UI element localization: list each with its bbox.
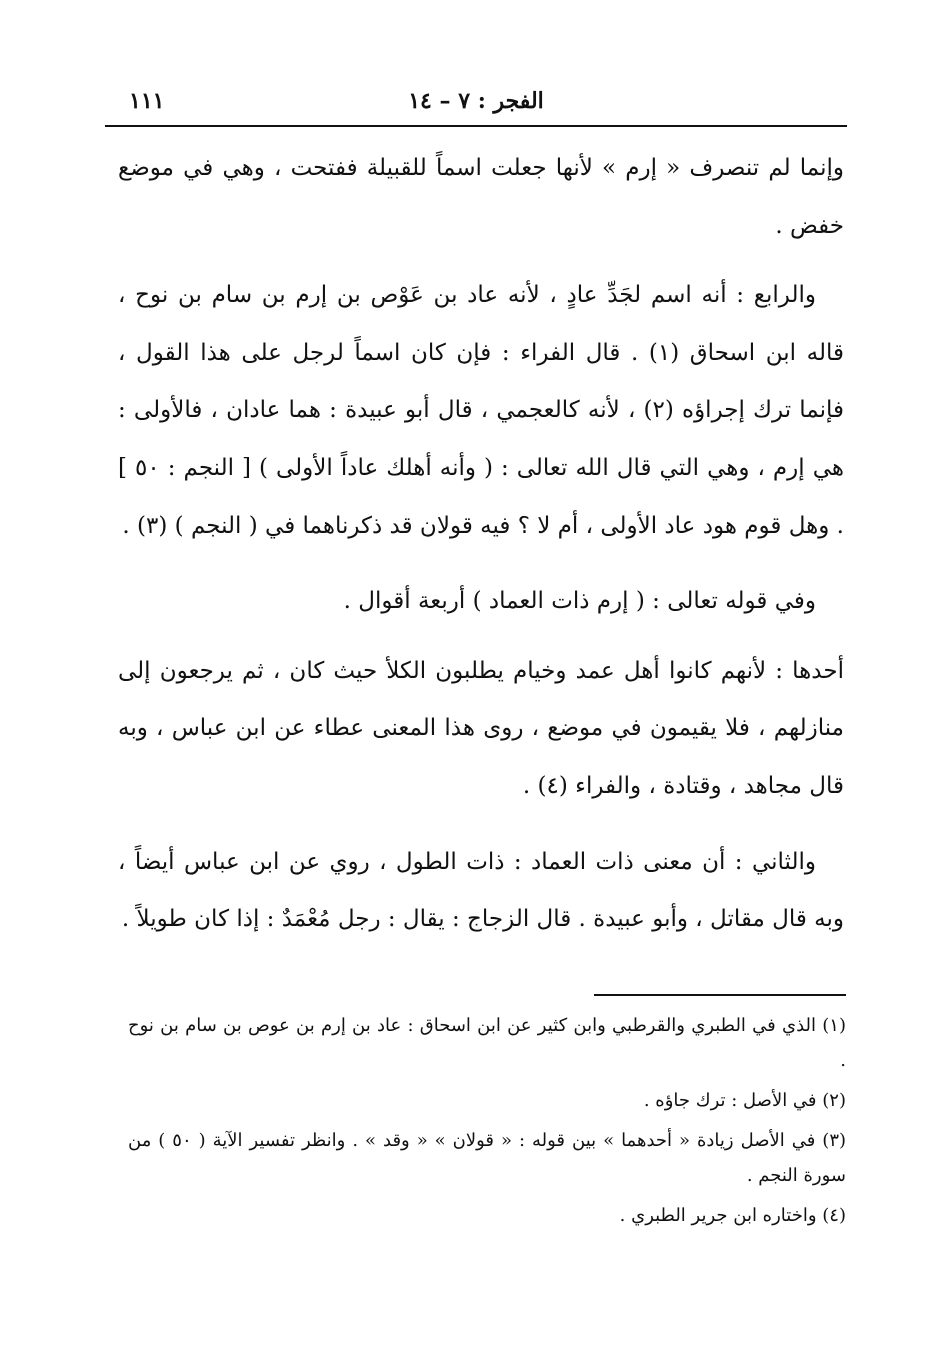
header-rule — [105, 125, 847, 127]
page-number: ١١١ — [129, 88, 165, 114]
paragraph-3: وفي قوله تعالى : ( إرم ذات العماد ) أربعة أقوال . — [343, 588, 816, 615]
footnote-2: (٢) في الأصل : ترك جاؤه . — [643, 1090, 846, 1111]
running-head — [105, 84, 847, 124]
footnote-1: (١) الذي في الطبري والقرطبي وابن كثير عن ابن اسحاق : عاد بن إرم بن عوص بن سام بن نوح . — [128, 1015, 846, 1071]
footnote-3: (٣) في الأصل زيادة « أحدهما » بين قوله : « قولان » « وقد » . وانظر تفسير الآية ( ٥٠ ) من سورة النجم . — [128, 1130, 847, 1186]
paragraph-4: أحدها : لأنهم كانوا أهل عمد وخيام يطلبون الكلأ حيث كان ، ثم يرجعون إلى منازلهم ، فلا يقيمون في موضع ، روى هذا المعنى عطاء عن ابن عباس ، وبه قال مجاهد ، وقتادة ، والفراء (٤) . — [118, 657, 844, 799]
paragraph-5: والثاني : أن معنى ذات العماد : ذات الطول ، روي عن ابن عباس أيضاً ، وبه قال مقاتل ، وأبو عبيدة . قال الزجاج : يقال : رجل مُعْمَدٌ : إذا كان طويلاً . — [118, 848, 844, 933]
paragraph-1: وإنما لم تنصرف « إرم » لأنها جعلت اسماً للقبيلة ففتحت ، وهي في موضع خفض . — [118, 155, 844, 239]
footnote-4: (٤) واختاره ابن جرير الطبري . — [619, 1205, 846, 1226]
running-head-title: الفجر : ٧ – ١٤ — [408, 88, 544, 114]
footnote-separator — [594, 994, 846, 996]
footnotes — [128, 1008, 846, 1233]
paragraph-2: والرابع : أنه اسم لجَدِّ عادٍ ، لأنه عاد بن عَوْص بن إرم بن سام بن نوح ، قاله ابن اسحاق (١) . قال الفراء : فإن كان اسماً لرجل على هذا القول ، فإنما ترك إجراؤه (٢) ، لأنه كالعجمي ، قال أبو عبيدة : هما عادان ، فالأولى : هي إرم ، وهي التي قال الله تعالى : ( وأنه أهلك عاداً الأولى ) [ النجم : ٥٠ ] . وهل قوم هود عاد الأولى ، أم لا ؟ فيه قولان قد ذكرناهما في ( النجم ) (٣) . — [118, 282, 844, 539]
main-text — [118, 140, 844, 949]
